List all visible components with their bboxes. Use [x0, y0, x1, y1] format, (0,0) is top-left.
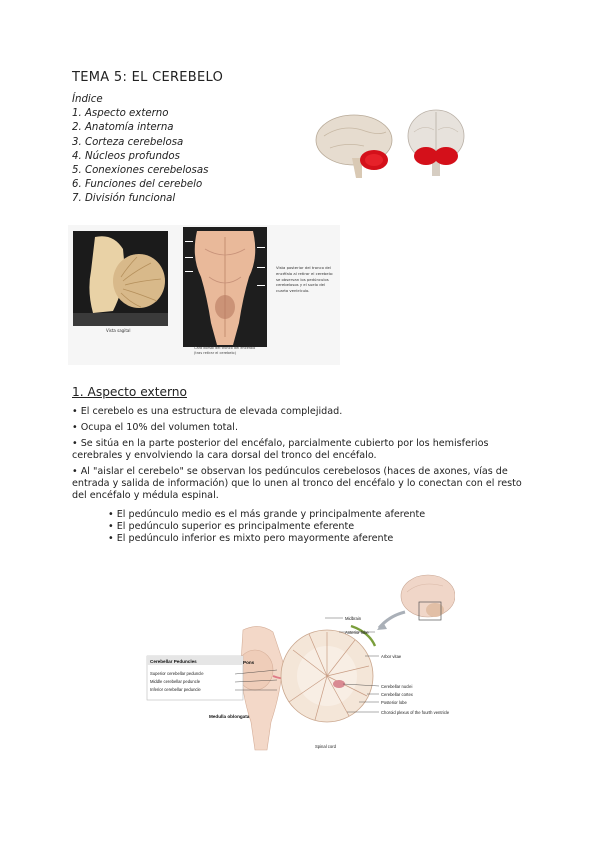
label-pons: Pons	[243, 660, 255, 665]
label-choroid-plexus: Choroid plexus of the fourth ventricle	[381, 710, 450, 715]
index-item: 2. Anatomía interna	[72, 122, 174, 134]
legend-item: Superior cerebellar peduncle	[150, 671, 204, 676]
bullet-paragraph: • Al "aislar el cerebelo" se observan los pedúnculos cerebelosos (haces de axones, vías de entrada y salida de información) que lo unen al tronco del encéfalo y lo conectan con el resto del encéfalo y médula espinal.	[72, 466, 522, 501]
label-anterior-lobe: Anterior lobe	[345, 630, 369, 635]
inset-brain	[377, 575, 455, 630]
label-cerebellar-cortex: Cerebellar cortex	[381, 692, 413, 697]
label-spinal-cord: Spinal cord	[315, 744, 336, 749]
index-item: 3. Corteza cerebelosa	[72, 136, 184, 148]
legend-item: Inferior cerebellar peduncle	[150, 687, 201, 692]
label-midbrain: Midbrain	[345, 616, 362, 621]
photo-note: Vista posterior del tronco del encéfalo al retirar el cerebelo: se observan los pedúnculos cerebelosos y el suelo del cuarto ventrículo.	[276, 265, 334, 294]
index-item: 1. Aspecto externo	[72, 108, 169, 120]
sub-bullet: • El pedúnculo inferior es mixto pero mayormente aferente	[108, 533, 394, 544]
label-cerebellar-nuclei: Cerebellar nuclei	[381, 684, 413, 689]
index-item: 7. División funcional	[72, 193, 176, 205]
legend-item: Middle cerebellar peduncle	[150, 679, 201, 684]
bullet-paragraph: • El cerebelo es una estructura de elevada complejidad.	[72, 406, 343, 417]
section-heading: 1. Aspecto externo	[72, 385, 187, 399]
brain-illustrations	[312, 106, 476, 186]
label-medulla: Medulla oblongata	[209, 714, 250, 719]
brain-posterior-view	[408, 110, 464, 176]
cerebellum-anatomy-diagram	[143, 572, 455, 752]
photo-caption-left: Vista sagital	[106, 328, 131, 333]
legend-title: Cerebellar Peduncles	[150, 659, 197, 664]
table-of-contents	[72, 93, 208, 207]
index-item: 6. Funciones del cerebelo	[72, 179, 203, 191]
index-heading: Índice	[72, 94, 103, 105]
cerebellum-sagittal-photo	[73, 231, 168, 326]
label-posterior-lobe: Posterior lobe	[381, 700, 407, 705]
label-arbor-vitae: Arbor vitae	[381, 654, 402, 659]
photo-caption-bottom: Cara dorsal del tronco del encéfalo (tras retirar el cerebelo)	[194, 346, 256, 355]
bullet-paragraph: • Ocupa el 10% del volumen total.	[72, 422, 238, 433]
index-item: 4. Núcleos profundos	[72, 150, 180, 162]
cerebellum	[281, 626, 375, 722]
sub-bullet: • El pedúnculo superior es principalmente eferente	[108, 521, 355, 532]
brainstem-dorsal-photo	[183, 227, 267, 347]
sub-bullet: • El pedúnculo medio es el más grande y principalmente aferente	[108, 509, 426, 520]
bullet-paragraph: • Se sitúa en la parte posterior del encéfalo, parcialmente cubierto por los hemisferios cerebrales y envolviendo la cara dorsal del tronco del encéfalo.	[72, 438, 489, 461]
page-title: TEMA 5: EL CEREBELO	[72, 70, 224, 85]
index-item: 5. Conexiones cerebelosas	[72, 165, 209, 177]
brain-lateral-view	[316, 115, 392, 178]
